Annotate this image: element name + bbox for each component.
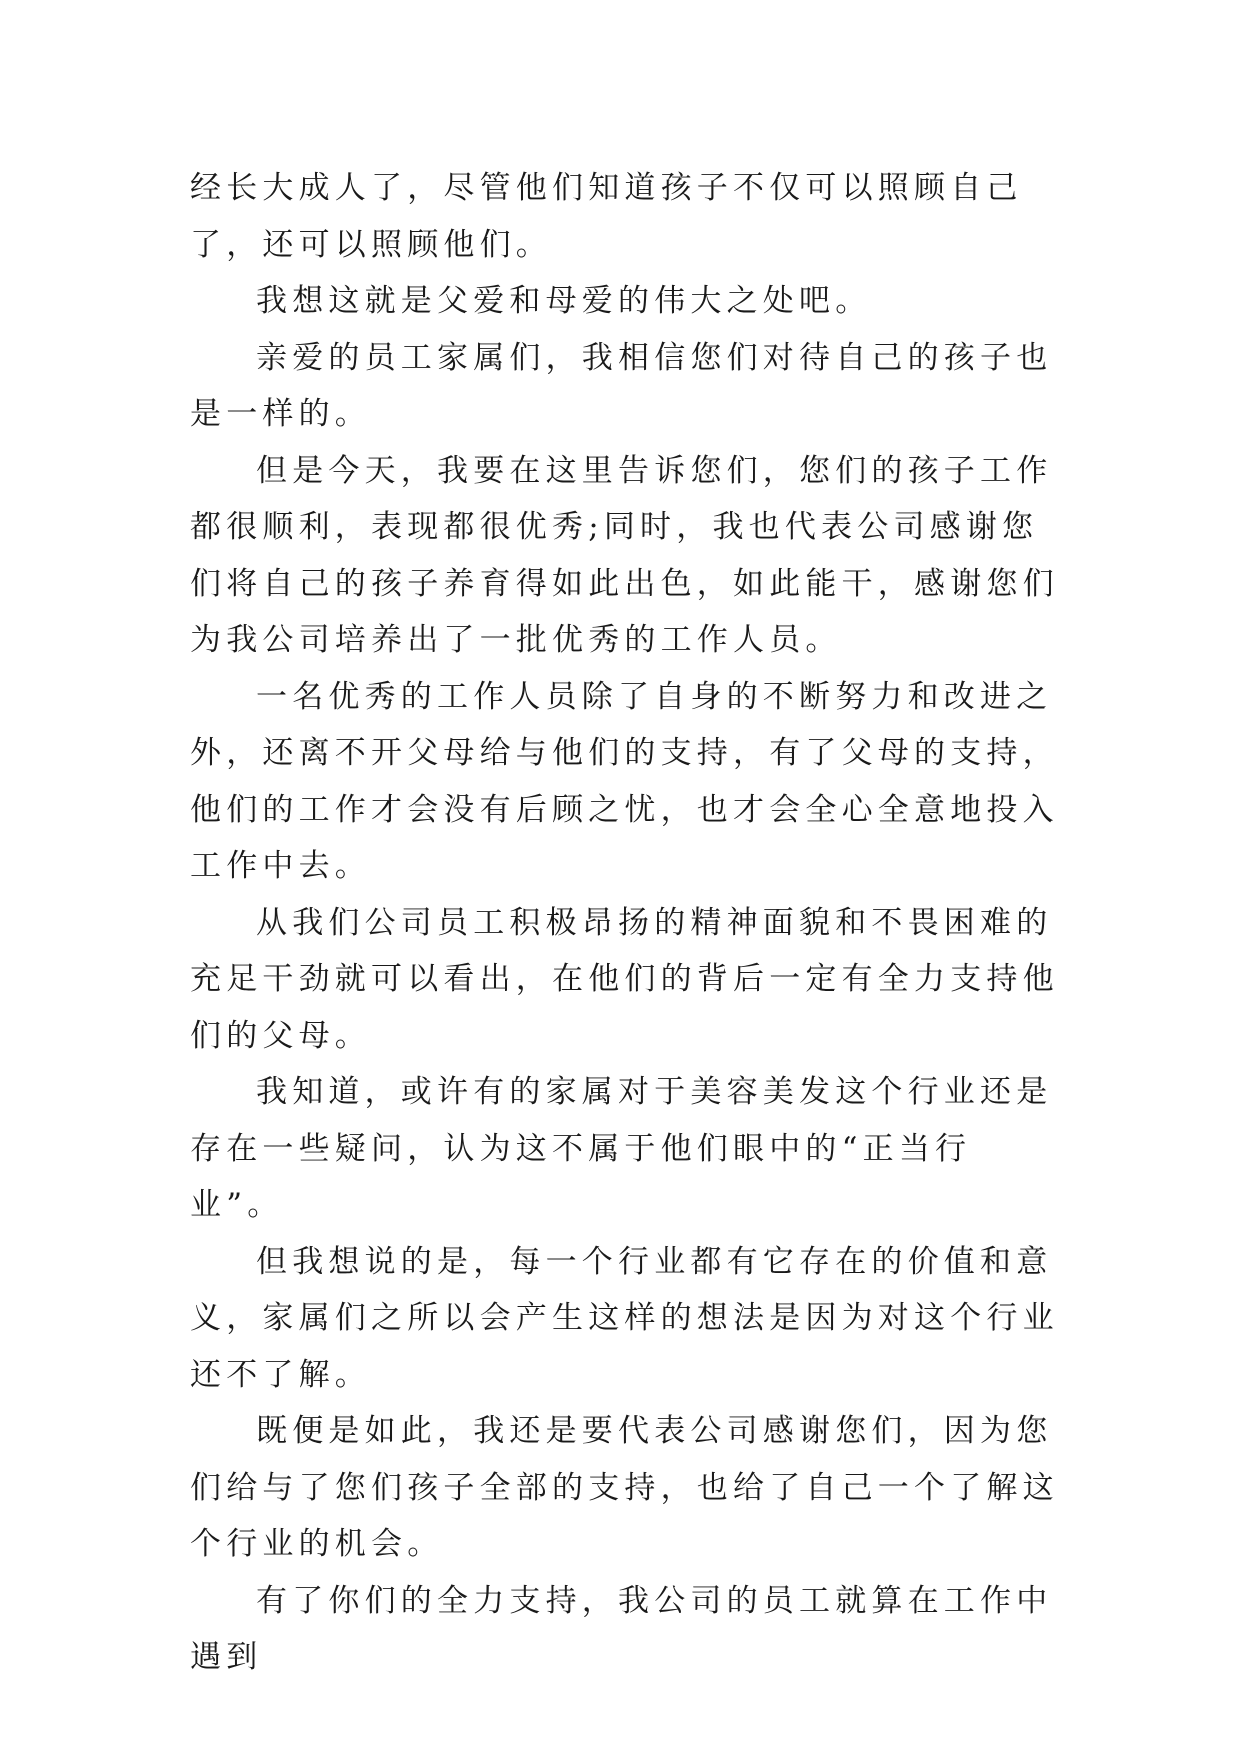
paragraph: 我知道，或许有的家属对于美容美发这个行业还是存在一些疑问，认为这不属于他们眼中的“正当行业”。: [190, 1074, 1053, 1223]
paragraph: 亲爱的员工家属们，我相信您们对待自己的孩子也是一样的。: [190, 339, 1053, 432]
paragraph: 经长大成人了，尽管他们知道孩子不仅可以照顾自己了，还可以照顾他们。: [190, 170, 1023, 263]
paragraph: 但我想说的是，每一个行业都有它存在的价值和意义，家属们之所以会产生这样的想法是因为对这个行业还不了解。: [190, 1243, 1059, 1393]
paragraph: 但是今天，我要在这里告诉您们，您们的孩子工作都很顺利，表现都很优秀;同时，我也代表公司感谢您们将自己的孩子养育得如此出色，如此能干，感谢您们为我公司培养出了一批优秀的工作人员。: [190, 452, 1059, 658]
paragraph: 从我们公司员工积极昂扬的精神面貌和不畏困难的充足干劲就可以看出，在他们的背后一定有全力支持他们的父母。: [190, 904, 1059, 1054]
paragraph: 我想这就是父爱和母爱的伟大之处吧。: [256, 283, 872, 319]
paragraph: 既便是如此，我还是要代表公司感谢您们，因为您们给与了您们孩子全部的支持，也给了自己一个了解这个行业的机会。: [190, 1413, 1059, 1562]
body-text: [190, 160, 1060, 1686]
paragraph: 有了你们的全力支持，我公司的员工就算在工作中遇到: [190, 1582, 1053, 1675]
paragraph: 一名优秀的工作人员除了自身的不断努力和改进之外，还离不开父母给与他们的支持，有了父母的支持，他们的工作才会没有后顾之忧，也才会全心全意地投入工作中去。: [190, 678, 1059, 884]
